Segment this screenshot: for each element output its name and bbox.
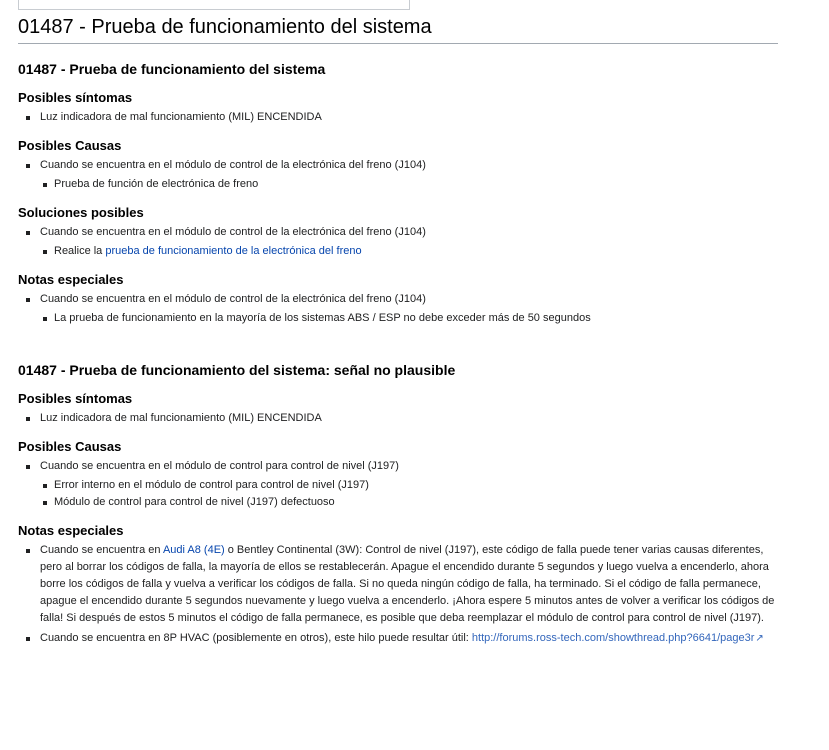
soluciones-heading-1: Soluciones posibles [18,205,144,220]
causas-list-2 [18,458,778,511]
sintomas-heading-1: Posibles síntomas [18,90,133,105]
list-item [18,630,778,647]
list-item-text: Cuando se encuentra en el módulo de control de la electrónica del freno (J104) [40,159,426,171]
sub-list [40,477,778,511]
sub-list [40,243,778,260]
list-item-text: Cuando se encuentra en el módulo de control para control de nivel (J197) [40,460,399,472]
article-content [18,50,778,647]
search-box-edge [18,0,410,10]
notas-heading-1: Notas especiales [18,272,124,287]
list-item-text: o Bentley Continental (3W): Control de nivel (J197), este código de falla puede tener varias causas diferentes, pero al borrar los códigos de falla, la mayoría de ellos se restablecerán. Apague el encendido durante 5 segundos y luego vuelva a encenderlo, ahora borre los códigos de falla y vuelva a verificar los códigos de falla. Si no queda ningún código de falla, ha terminado. Si el código de falla permanece, apague el encendido durante 5 segundos nuevamente y luego vuelva a encenderlo. ¡Ahora espere 5 minutos antes de volver a verificar los códigos de falla! Si después de estos 5 minutos el código de falla permanece, es posible que deba reemplazar el módulo de control para control de nivel (J197). [40,544,775,624]
causas-list-1 [18,157,778,193]
list-item: Luz indicadora de mal funcionamiento (MIL) ENCENDIDA [18,109,778,126]
forum-thread-link-text[interactable]: http://forums.ross-tech.com/showthread.php?6641/page3r [471,632,755,644]
causas-heading-1: Posibles Causas [18,138,122,153]
sub-list [40,176,778,193]
forum-thread-link[interactable] [472,632,764,644]
sintomas-list-2 [18,410,778,427]
section-heading-1: 01487 - Prueba de funcionamiento del sistema [18,61,326,77]
page-title: 01487 - Prueba de funcionamiento del sistema [18,14,778,44]
notas-heading-2: Notas especiales [18,523,124,538]
soluciones-list-1 [18,224,778,260]
list-item: La prueba de funcionamiento en la mayoría de los sistemas ABS / ESP no debe exceder más de 50 segundos [18,310,778,327]
audi-a8-link[interactable]: Audi A8 (4E) [162,544,225,556]
list-item [18,243,778,260]
sintomas-list-1 [18,109,778,126]
list-item-text: Cuando se encuentra en el módulo de control de la electrónica del freno (J104) [40,226,426,238]
nota-paragraph-2 [40,630,780,647]
section-heading-2: 01487 - Prueba de funcionamiento del sistema: señal no plausible [18,362,456,378]
list-item [18,458,778,511]
sintomas-heading-2: Posibles síntomas [18,391,133,406]
list-item [18,224,778,260]
list-item-text: Realice la [54,245,106,257]
list-item: Luz indicadora de mal funcionamiento (MIL) ENCENDIDA [18,410,778,427]
sub-list [40,310,778,327]
list-item-text: Cuando se encuentra en el módulo de control de la electrónica del freno (J104) [40,293,426,305]
list-item-text: Cuando se encuentra en [40,544,163,556]
list-item [18,157,778,193]
external-link-icon[interactable]: ↗ [755,633,764,644]
list-item [18,542,778,627]
list-item-text: Cuando se encuentra en 8P HVAC (posiblemente en otros), este hilo puede resultar útil: [40,632,472,644]
notas-list-1 [18,291,778,327]
list-item: Módulo de control para control de nivel (J197) defectuoso [18,494,778,511]
list-item: Prueba de función de electrónica de freno [18,176,778,193]
nota-paragraph-1 [40,542,780,627]
causas-heading-2: Posibles Causas [18,439,122,454]
list-item [18,291,778,327]
list-item: Error interno en el módulo de control para control de nivel (J197) [18,477,778,494]
brake-test-link[interactable]: prueba de funcionamiento de la electrónica del freno [105,245,362,257]
notas-list-2 [18,542,778,647]
